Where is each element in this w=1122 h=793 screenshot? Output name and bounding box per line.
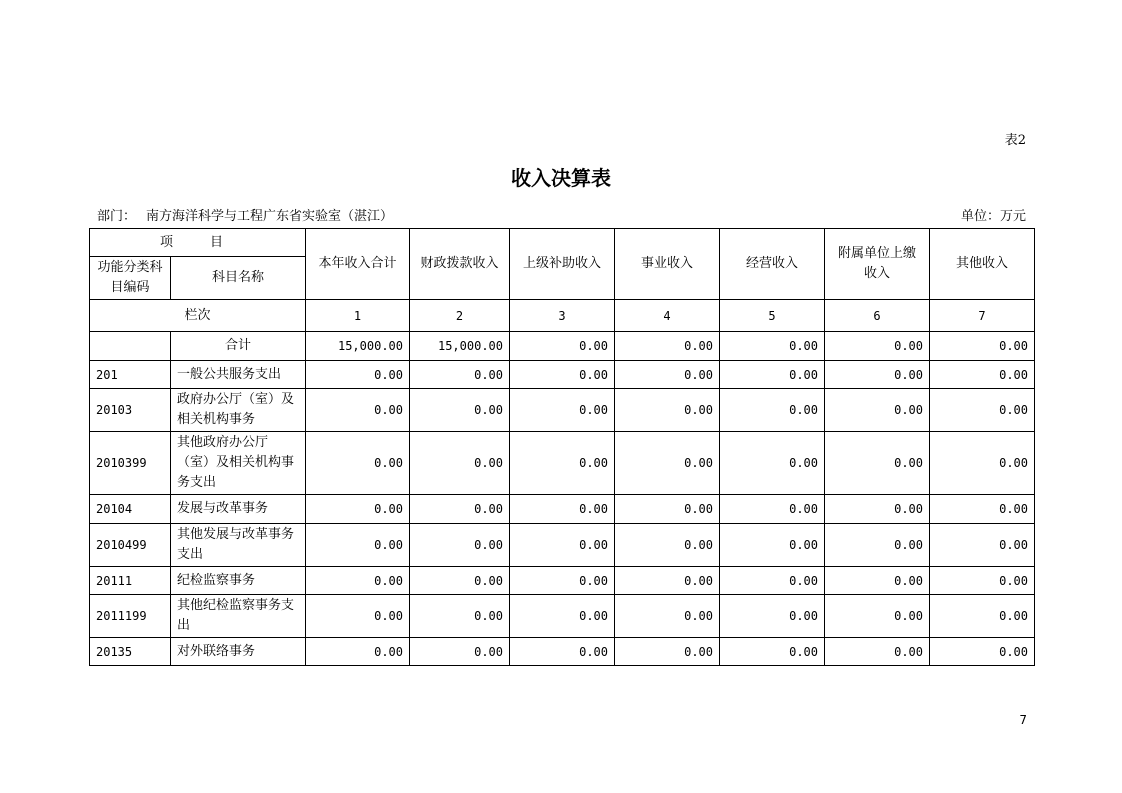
row-value-2: 0.00	[410, 524, 510, 567]
page-number: 7	[1019, 713, 1027, 727]
column-index-7: 7	[930, 300, 1035, 332]
header-item: 项 目	[90, 229, 306, 257]
column-index-1: 1	[306, 300, 410, 332]
row-value-4: 0.00	[615, 389, 720, 432]
row-code: 20135	[90, 638, 171, 666]
row-code: 20103	[90, 389, 171, 432]
column-index-5: 5	[720, 300, 825, 332]
row-value-6: 0.00	[825, 432, 930, 495]
row-value-2: 0.00	[410, 638, 510, 666]
table-row	[90, 361, 1035, 389]
row-value-7: 0.00	[930, 432, 1035, 495]
unit-label: 单位：万元	[960, 209, 1026, 224]
row-value-2: 0.00	[410, 432, 510, 495]
row-value-2: 0.00	[410, 361, 510, 389]
row-value-2: 0.00	[410, 495, 510, 524]
row-value-1: 0.00	[306, 638, 410, 666]
row-value-5: 0.00	[720, 595, 825, 638]
row-value-5: 0.00	[720, 495, 825, 524]
row-value-3: 0.00	[510, 389, 615, 432]
row-value-4: 0.00	[615, 495, 720, 524]
header-row-1	[90, 229, 1035, 257]
header-col-7: 其他收入	[930, 229, 1035, 300]
total-code-cell	[90, 332, 171, 361]
total-row	[90, 332, 1035, 361]
row-value-4: 0.00	[615, 524, 720, 567]
row-value-3: 0.00	[510, 361, 615, 389]
table-row	[90, 524, 1035, 567]
table-row	[90, 432, 1035, 495]
row-value-4: 0.00	[615, 432, 720, 495]
row-name: 纪检监察事务	[171, 567, 306, 595]
header-subject-name: 科目名称	[171, 257, 306, 300]
column-index-2: 2	[410, 300, 510, 332]
row-value-1: 0.00	[306, 361, 410, 389]
header-col-4: 事业收入	[615, 229, 720, 300]
row-value-5: 0.00	[720, 389, 825, 432]
row-value-7: 0.00	[930, 389, 1035, 432]
column-index-label: 栏次	[90, 300, 306, 332]
row-code: 2010499	[90, 524, 171, 567]
row-code: 2010399	[90, 432, 171, 495]
row-name: 发展与改革事务	[171, 495, 306, 524]
row-value-1: 0.00	[306, 595, 410, 638]
page-title: 收入决算表	[511, 166, 611, 190]
row-name: 其他政府办公厅（室）及相关机构事务支出	[171, 432, 306, 495]
row-name: 其他纪检监察事务支出	[171, 595, 306, 638]
row-value-1: 0.00	[306, 524, 410, 567]
row-value-5: 0.00	[720, 432, 825, 495]
header-col-5: 经营收入	[720, 229, 825, 300]
row-value-3: 0.00	[510, 495, 615, 524]
row-value-4: 0.00	[615, 567, 720, 595]
row-value-2: 0.00	[410, 567, 510, 595]
total-value-2: 15,000.00	[410, 332, 510, 361]
row-value-7: 0.00	[930, 495, 1035, 524]
row-value-1: 0.00	[306, 432, 410, 495]
row-name: 其他发展与改革事务支出	[171, 524, 306, 567]
row-value-5: 0.00	[720, 361, 825, 389]
header-col-1: 本年收入合计	[306, 229, 410, 300]
row-value-4: 0.00	[615, 361, 720, 389]
row-value-5: 0.00	[720, 567, 825, 595]
row-name: 对外联络事务	[171, 638, 306, 666]
row-value-6: 0.00	[825, 638, 930, 666]
header-col-2: 财政拨款收入	[410, 229, 510, 300]
row-value-4: 0.00	[615, 595, 720, 638]
row-code: 201	[90, 361, 171, 389]
total-value-3: 0.00	[510, 332, 615, 361]
department-value: 南方海洋科学与工程广东省实验室（湛江）	[146, 209, 394, 224]
column-index-3: 3	[510, 300, 615, 332]
total-value-1: 15,000.00	[306, 332, 410, 361]
row-value-1: 0.00	[306, 495, 410, 524]
row-value-5: 0.00	[720, 524, 825, 567]
column-index-4: 4	[615, 300, 720, 332]
department-label: 部门：	[97, 209, 137, 224]
row-code: 20104	[90, 495, 171, 524]
row-value-3: 0.00	[510, 638, 615, 666]
row-value-3: 0.00	[510, 567, 615, 595]
table-row	[90, 595, 1035, 638]
total-value-5: 0.00	[720, 332, 825, 361]
row-value-7: 0.00	[930, 595, 1035, 638]
table-row	[90, 495, 1035, 524]
row-value-7: 0.00	[930, 361, 1035, 389]
header-function-code: 功能分类科目编码	[90, 257, 171, 300]
row-code: 2011199	[90, 595, 171, 638]
row-value-6: 0.00	[825, 595, 930, 638]
income-table	[89, 228, 1035, 666]
row-value-2: 0.00	[410, 595, 510, 638]
table-number: 表2	[1004, 133, 1026, 148]
department-line	[97, 205, 393, 224]
row-value-5: 0.00	[720, 638, 825, 666]
column-index-row	[90, 300, 1035, 332]
row-value-1: 0.00	[306, 567, 410, 595]
row-value-7: 0.00	[930, 567, 1035, 595]
row-value-6: 0.00	[825, 524, 930, 567]
column-index-6: 6	[825, 300, 930, 332]
row-value-2: 0.00	[410, 389, 510, 432]
header-col-3: 上级补助收入	[510, 229, 615, 300]
table-row	[90, 389, 1035, 432]
row-value-7: 0.00	[930, 524, 1035, 567]
row-value-6: 0.00	[825, 361, 930, 389]
table-row	[90, 567, 1035, 595]
total-label: 合计	[171, 332, 306, 361]
row-value-3: 0.00	[510, 524, 615, 567]
row-value-3: 0.00	[510, 595, 615, 638]
header-col-6: 附属单位上缴收入	[825, 229, 930, 300]
total-value-4: 0.00	[615, 332, 720, 361]
table-row	[90, 638, 1035, 666]
row-code: 20111	[90, 567, 171, 595]
row-value-3: 0.00	[510, 432, 615, 495]
row-value-6: 0.00	[825, 495, 930, 524]
total-value-6: 0.00	[825, 332, 930, 361]
row-value-6: 0.00	[825, 389, 930, 432]
total-value-7: 0.00	[930, 332, 1035, 361]
row-name: 政府办公厅（室）及相关机构事务	[171, 389, 306, 432]
row-value-7: 0.00	[930, 638, 1035, 666]
row-value-1: 0.00	[306, 389, 410, 432]
row-value-4: 0.00	[615, 638, 720, 666]
row-name: 一般公共服务支出	[171, 361, 306, 389]
row-value-6: 0.00	[825, 567, 930, 595]
